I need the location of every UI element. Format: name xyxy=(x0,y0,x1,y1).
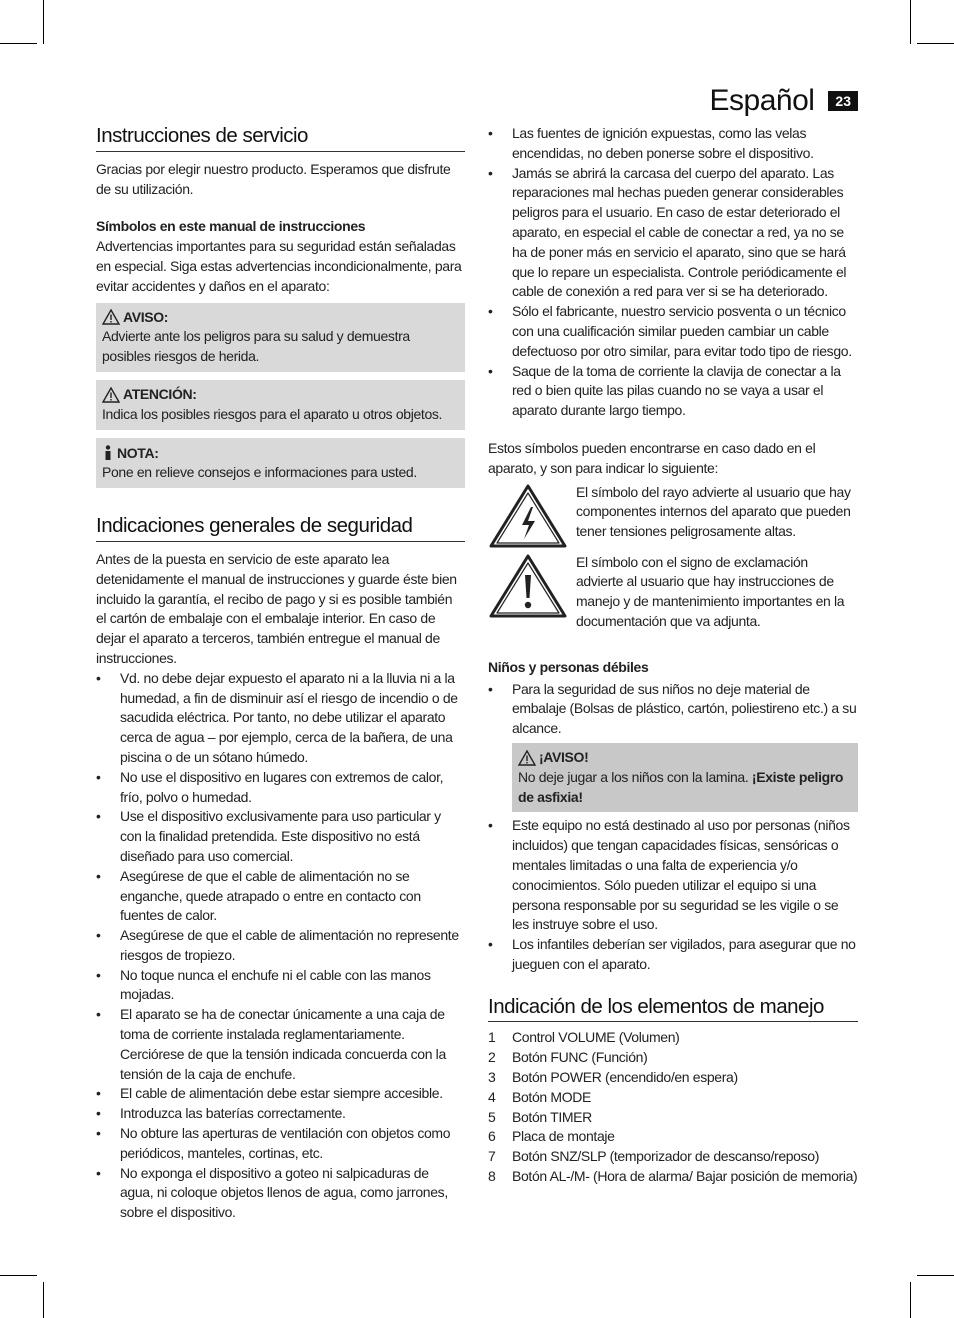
safety-list-continued xyxy=(488,124,858,421)
exclamation-warning-icon xyxy=(488,553,568,619)
list-item: • Saque de la toma de corriente la clavija de conectar a la red o bien quite las pilas cuando no se vaya a usar el aparato durante largo tiempo. xyxy=(488,362,858,421)
list-item: • No obture las aperturas de ventilación con objetos como periódicos, manteles, cortinas, etc. xyxy=(96,1124,465,1164)
child-aviso-title: ¡AVISO! xyxy=(539,748,589,765)
child-aviso-emphasis: ¡Existe peligro de asfixia! xyxy=(518,768,844,805)
intro-paragraph: Gracias por elegir nuestro producto. Esperamos que disfrute de su utilización. xyxy=(96,160,451,197)
lightning-warning-icon xyxy=(488,483,568,549)
list-item: 2 Botón FUNC (Función) xyxy=(488,1049,648,1066)
safety-intro: Antes de la puesta en servicio de este aparato lea detenidamente el manual de instrucciones y guarde éste bien incluido la garantía, el recibo de pago y si es posible también el cartón de embalaje con el embalaje interior. En caso de dejar el aparato a terceros, también entregue el manual de instrucciones. xyxy=(96,550,457,666)
page-number: 23 xyxy=(828,91,858,111)
aviso-box xyxy=(96,303,465,372)
list-item: 4 Botón MODE xyxy=(488,1088,591,1105)
child-aviso-box xyxy=(512,743,858,812)
section-title: Instrucciones de servicio xyxy=(96,122,465,152)
atencion-text: Indica los posibles riesgos para el aparato u otros objetos. xyxy=(102,405,443,422)
list-item: • Vd. no debe dejar expuesto el aparato ni a la lluvia ni a la humedad, a fin de disminuir así el riesgo de incendio o de sacudida eléctrica. Por tanto, no debe utilizar el aparato cerca de agua – por ejemplo, cerca de la bañera, de una piscina o de un sótano húmedo. xyxy=(96,669,465,768)
nota-box xyxy=(96,438,465,489)
list-item: • Jamás se abrirá la carcasa del cuerpo del aparato. Las reparaciones mal hechas pueden generar considerables peligros para el usuario. En caso de estar deteriorado el aparato, en especial el cable de conectar a red, ya no se ha de poner más en servicio el aparato, sino que se hará que lo repare un especialista. Controle periódicamente el cable de conexión a red para ver si se ha deteriorado. xyxy=(488,164,858,303)
crop-mark xyxy=(910,1282,911,1318)
list-item: • Asegúrese de que el cable de alimentación no represente riesgos de tropiezo. xyxy=(96,926,465,966)
language-title: Español xyxy=(709,84,815,117)
symbols-intro: Estos símbolos pueden encontrarse en caso dado en el aparato, y son para indicar lo siguiente: xyxy=(488,439,816,476)
warning-icon xyxy=(102,387,120,403)
warning-icon xyxy=(102,309,120,325)
exclamation-text: El símbolo con el signo de exclamación advierte al usuario que hay instrucciones de manejo y de mantenimiento importantes en la documentación que va adjunta. xyxy=(576,553,845,629)
page-header xyxy=(710,84,859,118)
children-list-2 xyxy=(488,816,858,974)
section-title: Indicación de los elementos de manejo xyxy=(488,993,858,1023)
list-item: • No use el dispositivo en lugares con extremos de calor, frío, polvo o humedad. xyxy=(96,768,465,808)
crop-mark xyxy=(917,1275,954,1276)
list-item: • Sólo el fabricante, nuestro servicio posventa o un técnico con una cualificación similar pueden cambiar un cable defectuoso por otro similar, para evitar todo tipo de riesgo. xyxy=(488,302,858,361)
section-title: Indicaciones generales de seguridad xyxy=(96,512,465,542)
aviso-title: AVISO: xyxy=(123,308,169,325)
warning-icon xyxy=(518,750,536,766)
list-item: • Introduzca las baterías correctamente. xyxy=(96,1104,465,1124)
atencion-title: ATENCIÓN: xyxy=(123,385,197,402)
crop-mark xyxy=(910,0,911,44)
crop-mark xyxy=(43,0,44,44)
right-column xyxy=(488,124,858,1187)
crop-mark xyxy=(0,1275,37,1276)
crop-mark xyxy=(43,1282,44,1318)
list-item: • El cable de alimentación debe estar siempre accesible. xyxy=(96,1084,465,1104)
list-item: 5 Botón TIMER xyxy=(488,1108,592,1125)
nota-title: NOTA: xyxy=(117,444,159,461)
list-item: • No exponga el dispositivo a goteo ni salpicaduras de agua, ni coloque objetos llenos de agua, como jarrones, sobre el dispositivo. xyxy=(96,1164,465,1223)
list-item: • Este equipo no está destinado al uso por personas (niños incluidos) que tengan capacidades físicas, sensóricas o mentales limitadas o una falta de experiencia y/o conocimientos. Sólo pueden utilizar el equipo si una persona responsable por su seguridad se les vigile o se les instruye sobre el uso. xyxy=(488,816,858,935)
crop-mark xyxy=(0,43,37,44)
list-item: • Las fuentes de ignición expuestas, como las velas encendidas, no deben ponerse sobre el dispositivo. xyxy=(488,124,858,164)
list-item: • Para la seguridad de sus niños no deje material de embalaje (Bolsas de plástico, cartón, poliestireno etc.) a su alcance. xyxy=(488,680,858,739)
list-item: • Los infantiles deberían ser vigilados, para asegurar que no jueguen con el aparato. xyxy=(488,935,858,975)
info-icon xyxy=(102,445,114,461)
controls-list xyxy=(488,1028,858,1186)
symbols-paragraph: Advertencias importantes para su seguridad están señaladas en especial. Siga estas advertencias incondicionalmente, para evitar accidentes y daños en el aparato: xyxy=(96,238,462,294)
aviso-text: Advierte ante los peligros para su salud y demuestra posibles riesgos de herida. xyxy=(102,328,410,365)
list-item: 1 Control VOLUME (Volumen) xyxy=(488,1029,680,1046)
lightning-text: El símbolo del rayo advierte al usuario que hay componentes internos del aparato que pueden tener tensiones peligrosamente altas. xyxy=(576,483,851,540)
exclamation-symbol-row xyxy=(488,553,858,632)
list-item: 6 Placa de montaje xyxy=(488,1128,615,1145)
subheading: Niños y personas débiles xyxy=(488,658,649,675)
safety-list xyxy=(96,669,465,1223)
lightning-symbol-row xyxy=(488,483,858,549)
atencion-box xyxy=(96,380,465,430)
list-item: • No toque nunca el enchufe ni el cable con las manos mojadas. xyxy=(96,966,465,1006)
list-item: 3 Botón POWER (encendido/en espera) xyxy=(488,1069,738,1086)
list-item: 7 Botón SNZ/SLP (temporizador de descanso/reposo) xyxy=(488,1148,820,1165)
list-item: • Use el dispositivo exclusivamente para uso particular y con la finalidad pretendida. Este dispositivo no está diseñado para uso comercial. xyxy=(96,807,465,866)
list-item: • El aparato se ha de conectar únicamente a una caja de toma de corriente instalada reglamentariamente. Cerciórese de que la tensión indicada concuerda con la tensión de la caja de enchufe. xyxy=(96,1005,465,1084)
subheading: Símbolos en este manual de instrucciones xyxy=(96,218,366,235)
children-list xyxy=(488,680,858,739)
nota-text: Pone en relieve consejos e informaciones para usted. xyxy=(102,464,417,481)
left-column xyxy=(96,122,465,1223)
list-item: • Asegúrese de que el cable de alimentación no se enganche, quede atrapado o entre en contacto con fuentes de calor. xyxy=(96,867,465,926)
list-item: 8 Botón AL-/M- (Hora de alarma/ Bajar posición de memoria) xyxy=(488,1168,858,1185)
crop-mark xyxy=(917,43,954,44)
child-aviso-text: No deje jugar a los niños con la lamina. ¡Existe peligro de asfixia! xyxy=(518,768,844,805)
